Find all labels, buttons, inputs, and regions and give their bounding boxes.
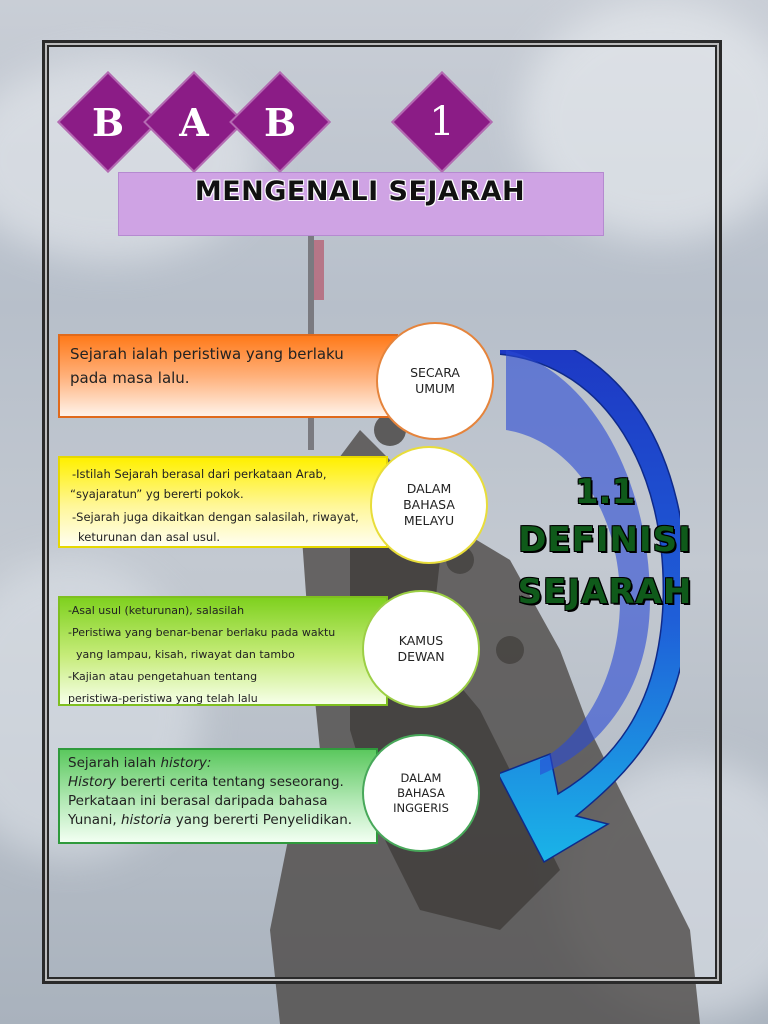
label-text: BAHASA [397,785,445,800]
text-emphasis: history: [160,755,212,771]
label-circle-dictionary [362,590,480,708]
label-circle-general [376,322,494,440]
definition-box-english [58,748,378,844]
definition-box-general [58,334,398,418]
definition-box-malay [58,456,388,548]
label-text: MELAYU [403,513,455,528]
definition-text: -Istilah Sejarah berasal dari perkataan Arab, [72,467,327,481]
badge-number: 1 [429,99,455,145]
definition-text: -Asal usul (keturunan), salasilah [68,604,245,617]
badge-letter: B [91,99,125,145]
label-circle-malay [370,446,488,564]
label-text: DEWAN [397,649,445,664]
definition-text: “syajaratun” yg bererti pokok. [70,487,244,501]
definition-text: -Kajian atau pengetahuan tentang [68,670,258,683]
label-text: INGGERIS [393,800,449,815]
section-heading-line: DEFINISI [518,520,692,560]
definition-text: yang lampau, kisah, riwayat dan tambo [76,648,295,661]
text-emphasis: History [68,774,117,790]
label-circle-english [362,734,480,852]
text-emphasis: historia [120,812,172,828]
label-text: DALAM [400,770,442,785]
badge-letter: A [179,99,209,145]
text-segment: yang bererti Penyelidikan. [171,812,353,828]
text-segment: Sejarah ialah [68,755,161,771]
label-text: SECARA [410,365,460,380]
badge-letter: B [263,99,297,145]
label-text: DALAM [406,481,452,496]
definition-text: -Sejarah juga dikaitkan dengan salasilah, riwayat, [72,510,359,524]
definition-text: pada masa lalu. [70,369,190,387]
definition-text [68,773,368,792]
label-text: BAHASA [403,497,455,512]
definition-text: peristiwa-peristiwa yang telah lalu [68,692,258,705]
definition-text [68,811,368,830]
section-heading [500,470,710,618]
definition-text: Sejarah ialah peristiwa yang berlaku [70,345,344,363]
label-text: KAMUS [398,633,444,648]
section-heading-line: SEJARAH [517,572,693,612]
text-segment: Yunani, [68,812,121,828]
definition-box-dictionary [58,596,388,706]
label-text: UMUM [415,381,455,396]
page-title: MENGENALI SEJARAH [194,176,526,207]
definition-text: Perkataan ini berasal daripada bahasa [68,793,328,809]
definition-text [68,754,368,773]
text-segment: bererti cerita tentang seseorang. [116,774,344,790]
definition-text: -Peristiwa yang benar-benar berlaku pada waktu [68,626,336,639]
definition-text: keturunan dan asal usul. [78,530,221,544]
section-number: 1.1 [574,472,636,512]
